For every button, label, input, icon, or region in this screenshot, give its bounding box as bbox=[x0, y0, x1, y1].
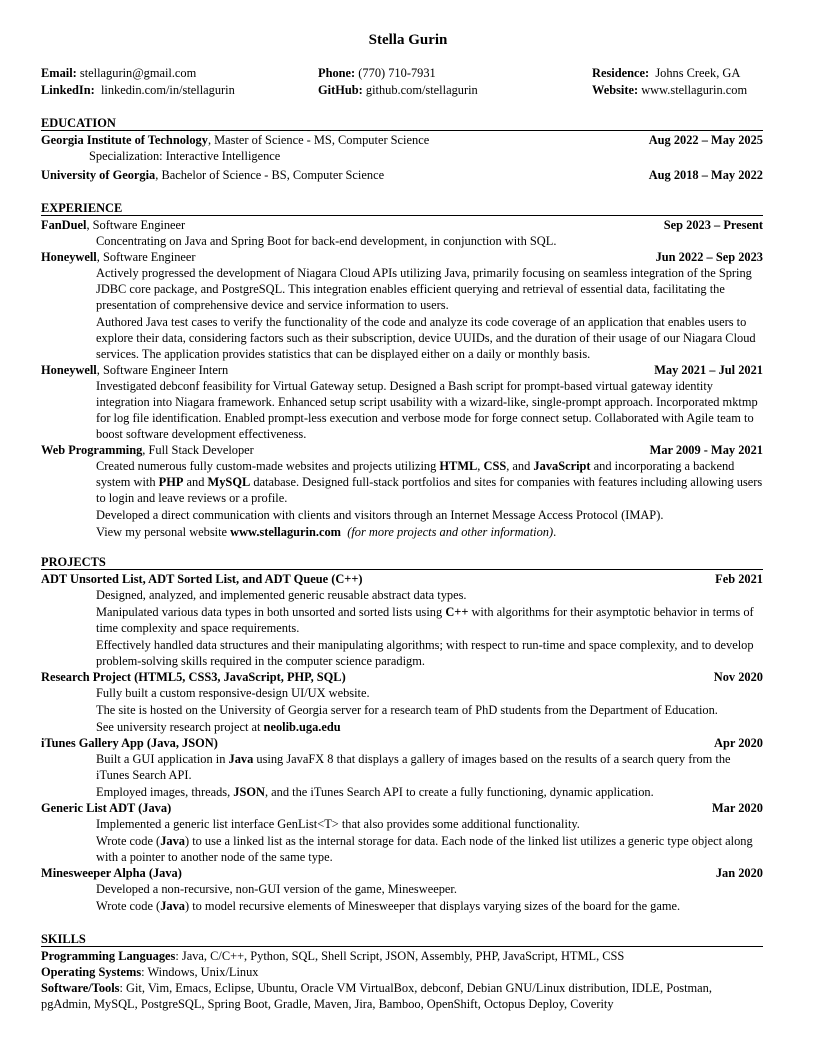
project-bullet: Built a GUI application in Java using JavaFX 8 that displays a gallery of images based on the results of a search query from the iTunes Search API. bbox=[96, 752, 731, 782]
project-bullet: Developed a non-recursive, non-GUI version of the game, Minesweeper. bbox=[96, 882, 457, 896]
linkedin-label: LinkedIn: bbox=[41, 83, 95, 97]
job-bullet: Concentrating on Java and Spring Boot for back-end development, in conjunction with SQL. bbox=[96, 234, 557, 248]
candidate-name: Stella Gurin bbox=[368, 32, 448, 48]
project-bullet: Effectively handled data structures and their manipulating algorithms; with respect to run-time and space complexity, and to develop problem-solving skills required in the computer science paradigm. bbox=[96, 638, 754, 668]
github-entry bbox=[318, 82, 478, 98]
job-date: Mar 2009 - May 2021 bbox=[649, 443, 763, 457]
education-entry bbox=[41, 167, 763, 183]
skills-heading: SKILLS bbox=[41, 931, 763, 947]
experience-section bbox=[41, 200, 763, 540]
job-role: , Software Engineer bbox=[86, 218, 186, 232]
education-entry bbox=[41, 132, 763, 148]
phone-label: Phone: bbox=[318, 66, 356, 80]
company-name: Web Programming bbox=[41, 443, 143, 457]
degree: , Bachelor of Science - BS, Computer Science bbox=[155, 168, 385, 182]
email-value[interactable]: stellagurin@gmail.com bbox=[79, 66, 197, 80]
linkedin-link[interactable]: linkedin.com/in/stellagurin bbox=[100, 83, 235, 97]
project-entry bbox=[41, 735, 763, 751]
project-title: ADT Unsorted List, ADT Sorted List, and ADT Queue (C++) bbox=[41, 572, 363, 586]
github-link[interactable]: github.com/stellagurin bbox=[365, 83, 478, 97]
project-date: Jan 2020 bbox=[715, 866, 763, 880]
email-entry bbox=[41, 65, 196, 81]
residence-value: Johns Creek, GA bbox=[655, 66, 741, 80]
project-bullet: The site is hosted on the University of Georgia server for a research team of PhD students from the Department of Education. bbox=[96, 703, 718, 717]
residence-entry bbox=[592, 65, 740, 81]
skills-section bbox=[41, 931, 763, 1012]
job-bullet: Investigated debconf feasibility for Virtual Gateway setup. Designed a Bash script for prompt-based virtual gateway identity integration into Niagara framework. Enhanced setup script usability with a wizard-like, single-prompt approach. Incorporated mktmp for log file identification. Enabled prompt-less execution and verbose mode for forge connect setup. Collaborated with Agile team to boost software development effectiveness. bbox=[96, 379, 758, 441]
job-role: , Software Engineer Intern bbox=[96, 363, 229, 377]
contact-block bbox=[41, 65, 766, 99]
specialization: Specialization: Interactive Intelligence bbox=[89, 149, 281, 163]
project-title: iTunes Gallery App (Java, JSON) bbox=[41, 736, 218, 750]
job-role: , Software Engineer bbox=[96, 250, 196, 264]
skill-line: Software/Tools: Git, Vim, Emacs, Eclipse, Ubuntu, Oracle VM VirtualBox, debconf, Debian GNU/Linux distribution, IDLE, Postman, pgAdmin, MySQL, PostgreSQL, Spring Boot, Gradle, Maven, Jira, Bamboo, OpenShift, Octopus Deploy, Coverity bbox=[41, 981, 712, 1011]
email-label: Email: bbox=[41, 66, 77, 80]
education-date: Aug 2018 – May 2022 bbox=[648, 168, 763, 182]
degree: , Master of Science - MS, Computer Science bbox=[207, 133, 430, 147]
projects-heading: PROJECTS bbox=[41, 554, 763, 570]
project-bullet: Implemented a generic list interface GenList<T> that also provides some additional functionality. bbox=[96, 817, 580, 831]
project-title: Research Project (HTML5, CSS3, JavaScript, PHP, SQL) bbox=[41, 670, 346, 684]
school-name: University of Georgia bbox=[41, 168, 156, 182]
company-name: Honeywell bbox=[41, 363, 97, 377]
company-name: Honeywell bbox=[41, 250, 97, 264]
job-entry bbox=[41, 362, 763, 378]
job-date: Sep 2023 – Present bbox=[663, 218, 763, 232]
project-date: Apr 2020 bbox=[714, 736, 763, 750]
project-bullet: Manipulated various data types in both unsorted and sorted lists using C++ with algorithms for their asymptotic behavior in terms of time complexity and space requirements. bbox=[96, 605, 754, 635]
project-date: Mar 2020 bbox=[711, 801, 763, 815]
website-label: Website: bbox=[592, 83, 639, 97]
website-entry bbox=[592, 82, 747, 98]
project-bullet: Designed, analyzed, and implemented generic reusable abstract data types. bbox=[96, 588, 467, 602]
research-project-link[interactable]: neolib.uga.edu bbox=[263, 720, 341, 734]
project-title: Generic List ADT (Java) bbox=[41, 801, 172, 815]
job-entry bbox=[41, 442, 763, 458]
education-section bbox=[41, 115, 763, 183]
project-bullet: Employed images, threads, JSON, and the iTunes Search API to create a fully functioning, dynamic application. bbox=[96, 785, 654, 799]
job-role: , Full Stack Developer bbox=[142, 443, 254, 457]
project-date: Nov 2020 bbox=[713, 670, 763, 684]
projects-section bbox=[41, 554, 763, 914]
project-entry bbox=[41, 669, 763, 685]
project-bullet: Wrote code (Java) to model recursive elements of Minesweeper that displays varying sizes of the board for the game. bbox=[96, 899, 681, 913]
job-bullet: Developed a direct communication with clients and visitors through an Internet Message Access Protocol (IMAP). bbox=[96, 508, 664, 522]
job-bullet: Created numerous fully custom-made websites and projects utilizing HTML, CSS, and JavaScript and incorporating a backend system with PHP and MySQL database. Designed full-stack portfolios and sites for companies with features including allowing users to login and leave reviews or a profile. bbox=[96, 459, 763, 505]
project-bullet: See university research project at neolib.uga.edu bbox=[96, 720, 341, 734]
project-entry bbox=[41, 800, 763, 816]
residence-label: Residence: bbox=[592, 66, 650, 80]
project-date: Feb 2021 bbox=[715, 572, 763, 586]
website-link[interactable]: www.stellagurin.com bbox=[641, 83, 748, 97]
linkedin-entry bbox=[41, 82, 235, 98]
education-heading: EDUCATION bbox=[41, 115, 763, 131]
job-entry bbox=[41, 249, 763, 265]
project-title: Minesweeper Alpha (Java) bbox=[41, 866, 182, 880]
website-link[interactable]: www.stellagurin.com bbox=[230, 525, 341, 539]
phone-value: (770) 710-7931 bbox=[358, 66, 436, 80]
job-date: May 2021 – Jul 2021 bbox=[654, 363, 763, 377]
project-entry bbox=[41, 571, 763, 587]
company-name: FanDuel bbox=[41, 218, 87, 232]
experience-heading: EXPERIENCE bbox=[41, 200, 763, 216]
skill-line: Operating Systems: Windows, Unix/Linux bbox=[41, 965, 259, 979]
github-label: GitHub: bbox=[318, 83, 363, 97]
education-date: Aug 2022 – May 2025 bbox=[648, 133, 763, 147]
job-bullet: Authored Java test cases to verify the functionality of the code and analyze its code coverage of an application that enables users to explore their data, considering factors such as their subscription, device UUIDs, and the duration of their usage of our Niagara Cloud services. The application provides statistics that can be displayed either on a daily or monthly basis. bbox=[96, 315, 756, 361]
job-entry bbox=[41, 217, 763, 233]
job-bullet: View my personal website www.stellagurin.com (for more projects and other information). bbox=[96, 525, 557, 539]
project-entry bbox=[41, 865, 763, 881]
phone-entry bbox=[318, 65, 436, 81]
skill-line: Programming Languages: Java, C/C++, Python, SQL, Shell Script, JSON, Assembly, PHP, JavaScript, HTML, CSS bbox=[41, 949, 625, 963]
job-bullet: Actively progressed the development of Niagara Cloud APIs utilizing Java, primarily focusing on seamless integration of the Spring JDBC core package, and PostgreSQL. This integration enables efficient querying and retrieval of essential data, facilitating the presentation of comprehensive device and service information to users. bbox=[96, 266, 752, 312]
job-date: Jun 2022 – Sep 2023 bbox=[655, 250, 763, 264]
project-bullet: Wrote code (Java) to use a linked list as the internal storage for data. Each node of the linked list utilizes a generic type object along with a pointer to another node of the same type. bbox=[96, 834, 753, 864]
school-name: Georgia Institute of Technology bbox=[41, 133, 208, 147]
project-bullet: Fully built a custom responsive-design UI/UX website. bbox=[96, 686, 370, 700]
